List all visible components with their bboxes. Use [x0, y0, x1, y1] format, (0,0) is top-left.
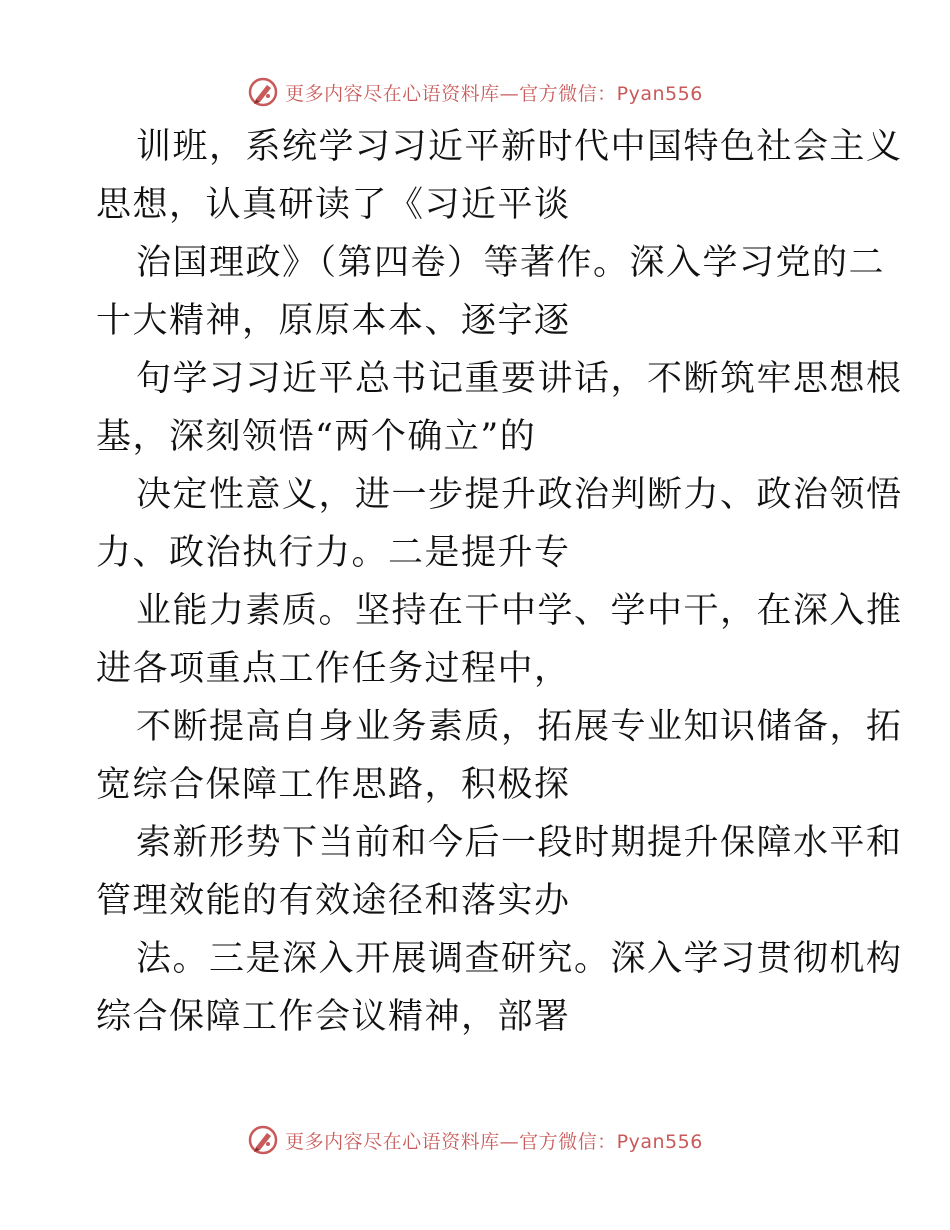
body-line-2: 思想，认真研读了《习近平谈 [96, 185, 571, 225]
watermark-text [285, 1127, 703, 1154]
pen-logo-icon [247, 76, 279, 108]
body-line-1: 训班，系统学习习近平新时代中国特色社会主义 [136, 127, 903, 167]
footer-watermark [0, 1120, 950, 1160]
body-line-15: 法。三是深入开展调查研究。深入学习贯彻机构 [136, 939, 903, 979]
body-line-4: 十大精神，原原本本、逐字逐 [96, 301, 571, 341]
body-line-12: 宽综合保障工作思路，积极探 [96, 765, 571, 805]
body-line-7: 决定性意义，进一步提升政治判断力、政治领悟 [136, 475, 903, 515]
body-line-9: 业能力素质。坚持在干中学、学中干，在深入推 [136, 591, 903, 631]
body-line-6: 基，深刻领悟“两个确立”的 [96, 417, 537, 457]
body-line-5: 句学习习近平总书记重要讲话，不断筑牢思想根 [136, 359, 903, 399]
watermark-id: Pyan556 [616, 82, 703, 105]
body-line-3: 治国理政》（第四卷）等著作。深入学习党的二 [136, 243, 886, 283]
body-line-13: 索新形势下当前和今后一段时期提升保障水平和 [136, 823, 903, 863]
body-line-16: 综合保障工作会议精神，部署 [96, 997, 571, 1037]
header-watermark [0, 72, 950, 112]
document-body [96, 118, 903, 1046]
watermark-text [285, 79, 703, 106]
pen-logo-icon [247, 1124, 279, 1156]
watermark-prefix: 更多内容尽在心语资料库—官方微信： [285, 1130, 617, 1153]
watermark-id: Pyan556 [616, 1130, 703, 1153]
body-line-14: 管理效能的有效途径和落实办 [96, 881, 571, 921]
body-line-8: 力、政治执行力。二是提升专 [96, 533, 571, 573]
body-line-10: 进各项重点工作任务过程中， [96, 649, 571, 689]
body-line-11: 不断提高自身业务素质，拓展专业知识储备，拓 [136, 707, 903, 747]
watermark-prefix: 更多内容尽在心语资料库—官方微信： [285, 82, 617, 105]
